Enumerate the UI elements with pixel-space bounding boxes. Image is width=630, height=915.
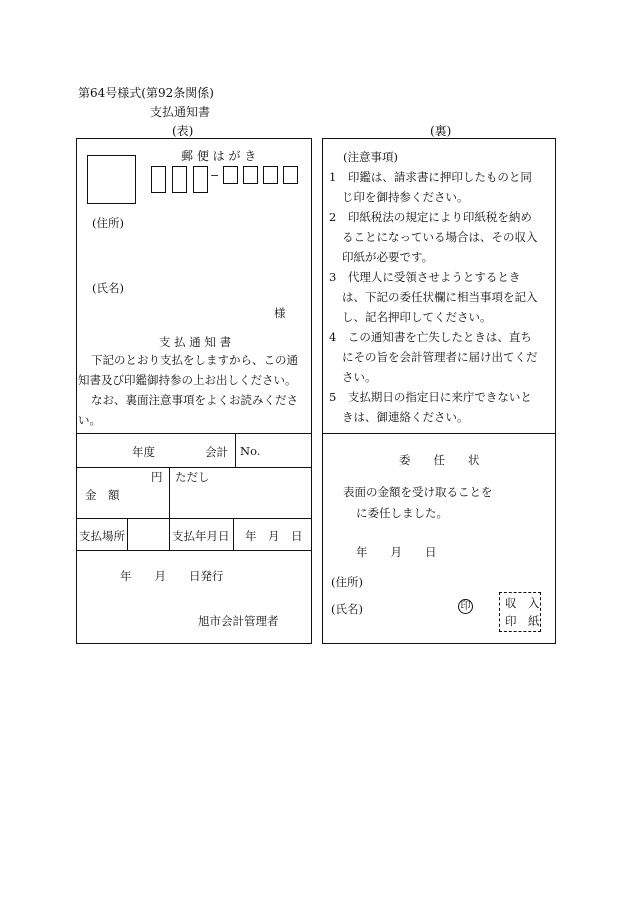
note-line: 3 代理人に受領させようとするとき [329,270,521,284]
note-line: 1 印鑑は、請求書に押印したものと同 [329,170,532,184]
table-divider [77,550,311,551]
form-title: 支払通知書 [150,105,211,119]
postal-code-box [172,166,187,193]
note-line: にその旨を会計管理者に届け出てくだ [342,350,538,364]
payment-date-value: 年 月 日 [245,529,303,543]
postal-code-box [263,166,278,184]
postal-dash: − [210,169,220,182]
postal-code-box [193,166,208,193]
notes-title: (注意事項) [343,150,398,164]
postcard-label: 郵 便 は が き [181,149,257,163]
back-label: (裏) [430,124,452,138]
section-divider [323,433,555,434]
note-line: じ印を御持参ください。 [342,190,469,204]
amount-label: 金 額 [85,488,120,502]
table-divider [77,433,311,434]
note-line: 印紙が必要です。 [342,250,434,264]
proxy-line: に委任しました。 [356,506,448,520]
number-label: No. [240,444,261,458]
form-number: 第64号様式(第92条関係) [78,86,214,100]
issuer: 旭市会計管理者 [198,614,279,628]
note-line: 4 この通知書を亡失したときは、直ち [329,330,532,344]
notice-line: い。 [78,413,101,427]
table-divider [77,467,311,468]
note-line: は、下記の委任状欄に相当事項を記入 [342,290,538,304]
fiscal-year-label: 年度 [132,445,155,459]
honorific: 様 [274,306,286,320]
note-line: さい。 [342,370,377,384]
table-divider [233,518,234,550]
postal-code-box [151,166,166,193]
note-line: 5 支払期日の指定日に来庁できないと [329,390,532,404]
name-label: (氏名) [92,281,124,295]
table-divider [77,518,311,519]
front-label: (表) [172,124,194,138]
payment-date-label: 支払年月日 [172,529,230,543]
postal-code-box [243,166,258,184]
note-line: し、記名押印してください。 [342,310,492,324]
seal-mark-icon: 印 [458,599,473,614]
proxy-address-label: (住所) [331,575,363,589]
proviso-label: ただし [175,470,210,484]
proxy-title: 委 任 状 [399,453,480,467]
table-divider [235,433,236,467]
notice-title: 支 払 通 知 書 [159,335,232,349]
account-label: 会計 [205,445,228,459]
yen-label: 円 [151,470,163,484]
note-line: 2 印紙税法の規定により印紙税を納め [329,210,532,224]
table-divider [127,518,128,550]
front-card [76,138,312,644]
note-line: ることになっている場合は、その収入 [342,230,538,244]
revenue-stamp-area [499,592,541,632]
proxy-line: 表面の金額を受け取ることを [343,485,493,499]
stamp-area [87,155,136,204]
table-divider [169,467,170,550]
note-line: きは、御連絡ください。 [342,410,469,424]
address-label: (住所) [92,216,124,230]
issue-date: 年 月 日発行 [120,569,224,583]
notice-line: 下記のとおり支払をしますから、この通 [91,353,298,367]
payment-place-label: 支払場所 [79,529,125,543]
stamp-line: 収 入 [505,596,540,610]
back-card [322,138,556,644]
stamp-line: 印 紙 [505,614,540,628]
postal-code-box [283,166,298,184]
proxy-date: 年 月 日 [356,545,437,559]
notice-line: なお、裏面注意事項をよくお読みくださ [91,393,298,407]
notice-line: 知書及び印鑑御持参の上お出しください。 [78,373,297,387]
postal-code-box [223,166,238,184]
proxy-name-label: (氏名) [331,602,363,616]
